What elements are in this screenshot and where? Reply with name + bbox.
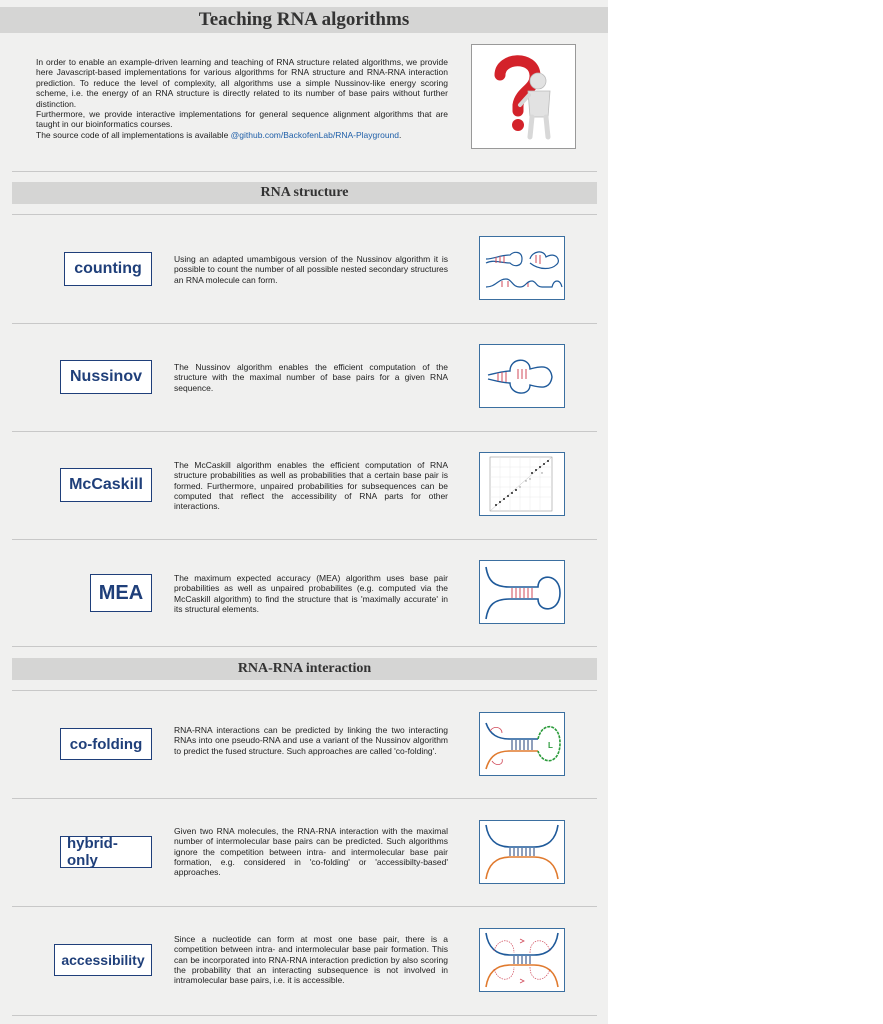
question-mark-figure-image bbox=[471, 44, 576, 149]
divider bbox=[12, 171, 597, 172]
section-title-rna-structure: RNA structure bbox=[12, 182, 597, 204]
nussinov-description: The Nussinov algorithm enables the efficient computation of the structure with the maximal number of base pairs for a given RNA sequence. bbox=[174, 362, 448, 393]
counting-thumbnail[interactable] bbox=[479, 236, 565, 300]
co-folding-icon bbox=[480, 713, 564, 775]
section-title-rna-rna-interaction: RNA-RNA interaction bbox=[12, 658, 597, 680]
mea-description: The maximum expected accuracy (MEA) algorithm uses base pair probabilities as well as unpaired probabilites (e.g. computed via the McCaskill algorithm) to find the structure that is 'maximally accurate' in its structural elements. bbox=[174, 573, 448, 614]
hybrid-only-description: Given two RNA molecules, the RNA-RNA interaction with the maximal number of intermolecular base pairs can be predicted. Such algorithms ignore the competition between intra- and intermolecular base pair formation, e.g. considered in 'co-folding' or 'accessibilty-based' approaches. bbox=[174, 826, 448, 878]
intro-text bbox=[36, 57, 448, 140]
accessibility-icon bbox=[480, 929, 564, 991]
counting-description: Using an adapted umambigous version of the Nussinov algorithm it is possible to count the number of all possible nested secondary structures an RNA molecule can form. bbox=[174, 254, 448, 285]
hybrid-only-thumbnail[interactable] bbox=[479, 820, 565, 884]
co-folding-description: RNA-RNA interactions can be predicted by linking the two interacting RNAs into one pseudo-RNA and use a variant of the Nussinov algorithm to predict the fused structure. Such approaches are called 'co-folding'. bbox=[174, 725, 448, 756]
divider bbox=[12, 539, 597, 540]
divider bbox=[12, 906, 597, 907]
divider bbox=[12, 1015, 597, 1016]
github-link[interactable]: @github.com/BackofenLab/RNA-Playground bbox=[230, 129, 400, 140]
intro-paragraph-3: The source code of all implementations is available @github.com/BackofenLab/RNA-Playground. bbox=[36, 129, 402, 140]
divider bbox=[12, 690, 597, 691]
question-figure-icon bbox=[472, 45, 575, 148]
hybrid-only-button[interactable]: hybrid-only bbox=[60, 836, 152, 868]
co-folding-thumbnail[interactable] bbox=[479, 712, 565, 776]
nussinov-thumbnail[interactable] bbox=[479, 344, 565, 408]
accessibility-description: Since a nucleotide can form at most one base pair, there is a competition between intra- and intermolecular base pair formation. This can be incorporated into RNA-RNA interaction prediction by also scoring the probability that an interacting subsequence is not involved in intramolecular base pairs, i.e. it is accessible. bbox=[174, 934, 448, 986]
divider bbox=[12, 431, 597, 432]
divider bbox=[12, 646, 597, 647]
mea-button[interactable]: MEA bbox=[90, 574, 152, 612]
divider bbox=[12, 798, 597, 799]
rna-structures-icon bbox=[480, 237, 564, 299]
intro-paragraph-2: Furthermore, we provide interactive implementations for general sequence alignment algorithms that are taught in our bioinformatics courses. bbox=[36, 109, 448, 130]
divider bbox=[12, 323, 597, 324]
mccaskill-button[interactable]: McCaskill bbox=[60, 468, 152, 502]
nussinov-button[interactable]: Nussinov bbox=[60, 360, 152, 394]
divider bbox=[12, 214, 597, 215]
mea-structure-icon bbox=[480, 561, 564, 623]
counting-button[interactable]: counting bbox=[64, 252, 152, 286]
accessibility-button[interactable]: accessibility bbox=[54, 944, 152, 976]
nussinov-structure-icon bbox=[480, 345, 564, 407]
mea-thumbnail[interactable] bbox=[479, 560, 565, 624]
intro-paragraph-1: In order to enable an example-driven learning and teaching of RNA structure related algorithms, we provide here Javascript-based implementations for various algorithms for RNA structure and RNA-RNA interaction prediction. To reduce the level of complexity, all algorithms use a simple Nussinov-like energy scoring scheme, i.e. the energy of an RNA structure is directly related to its number of base pairs without further distinction. bbox=[36, 57, 448, 109]
linker-label: L bbox=[548, 741, 553, 750]
mccaskill-thumbnail[interactable] bbox=[479, 452, 565, 516]
co-folding-button[interactable]: co-folding bbox=[60, 728, 152, 760]
dot-plot-icon bbox=[480, 453, 564, 515]
accessibility-thumbnail[interactable] bbox=[479, 928, 565, 992]
page-title: Teaching RNA algorithms bbox=[198, 9, 410, 30]
hybrid-only-icon bbox=[480, 821, 564, 883]
mccaskill-description: The McCaskill algorithm enables the efficient computation of RNA structure probabilities as well as probabilities that a certain base pair is formed. Furthermore, unpaired probabilities for subsequences can be computed that reflect the accessibility of RNA parts for other interactions. bbox=[174, 460, 448, 512]
